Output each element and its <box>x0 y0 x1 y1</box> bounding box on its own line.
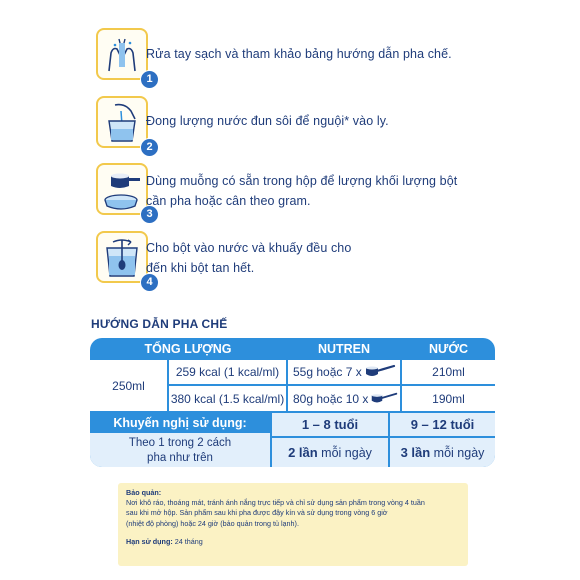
kcal-cell: 380 kcal (1.5 kcal/ml) <box>169 386 286 411</box>
scoop-icon <box>364 364 396 380</box>
age-group-1: 1 – 8 tuổi <box>272 413 388 436</box>
storage-label: Bảo quản: <box>126 488 162 497</box>
scoop-icon <box>370 391 398 407</box>
step-4 <box>96 231 566 293</box>
frequency-count: 2 lần <box>288 445 318 460</box>
step-text: Đong lượng nước đun sôi để nguội* vào ly. <box>146 114 389 128</box>
step-text-line-2: đến khi bột tan hết. <box>146 261 255 275</box>
preparation-table <box>90 338 495 467</box>
expiry-value: 24 tháng <box>172 536 203 546</box>
step-text <box>146 173 457 210</box>
pour-water-icon <box>96 96 153 153</box>
header-nutren: NUTREN <box>317 342 371 356</box>
step-text-line-2: cần pha hoặc cân theo gram. <box>146 194 311 208</box>
recommendation-label-bar <box>90 413 270 433</box>
guide-title: HƯỚNG DẪN PHA CHẾ <box>91 317 228 331</box>
storage-line-2: sau khi mở hộp. Sản phẩm sau khi pha được đậy kín và sử dụng trong vòng 6 giờ <box>126 508 388 518</box>
serving-size: 250ml <box>90 360 167 411</box>
washing-hands-icon <box>96 28 153 85</box>
nutren-amount: 80g hoặc 10 x <box>293 391 369 406</box>
recommendation-left <box>90 413 270 467</box>
recommendation-sub-2: pha như trên <box>147 452 213 464</box>
nutren-cell <box>288 386 400 411</box>
frequency-count: 3 lần <box>400 445 431 460</box>
step-1 <box>96 28 566 90</box>
step-text <box>146 240 351 277</box>
step-2 <box>96 96 566 158</box>
water-cell: 210ml <box>402 360 495 384</box>
storage-line-3: (nhiệt độ phòng) hoặc 24 giờ (bảo quản trong tủ lạnh). <box>126 518 299 528</box>
frequency-unit: mỗi ngày <box>430 445 485 460</box>
nutren-amount: 55g hoặc 7 x <box>293 365 362 379</box>
expiry <box>126 537 466 547</box>
step-number: 3 <box>140 205 159 224</box>
water-cell: 190ml <box>402 386 495 411</box>
step-3 <box>96 163 566 225</box>
expiry-label: Hạn sử dụng: <box>126 536 173 546</box>
scoop-powder-icon <box>96 163 153 220</box>
step-number: 4 <box>140 273 159 292</box>
stir-glass-icon <box>96 231 153 288</box>
kcal-cell: 259 kcal (1 kcal/ml) <box>169 360 286 384</box>
recommendation-sub-1: Theo 1 trong 2 cách <box>128 437 232 449</box>
step-text-line-1: Dùng muỗng có sẵn trong hộp để lượng khối lượng bột <box>146 174 458 188</box>
frequency-unit: mỗi ngày <box>317 445 372 460</box>
header-water: NƯỚC <box>428 342 469 356</box>
storage-line-1: Nơi khô ráo, thoáng mát, tránh ánh nắng trực tiếp và chỉ sử dụng sản phẩm trong vòng 4 tuần <box>126 498 425 508</box>
step-text: Rửa tay sạch và tham khảo bảng hướng dẫn pha chế. <box>146 47 452 61</box>
age-group-2: 9 – 12 tuổi <box>390 413 495 436</box>
frequency-1 <box>272 438 388 467</box>
frequency-2 <box>390 438 495 467</box>
header-total: TỔNG LƯỢNG <box>144 342 232 356</box>
step-number: 2 <box>140 138 159 157</box>
step-text-line-1: Cho bột vào nước và khuấy đều cho <box>146 241 352 255</box>
storage-info-box <box>118 483 468 566</box>
nutren-cell <box>288 360 400 384</box>
step-number: 1 <box>140 70 159 89</box>
recommendation-label: Khuyến nghị sử dụng: <box>113 416 247 430</box>
